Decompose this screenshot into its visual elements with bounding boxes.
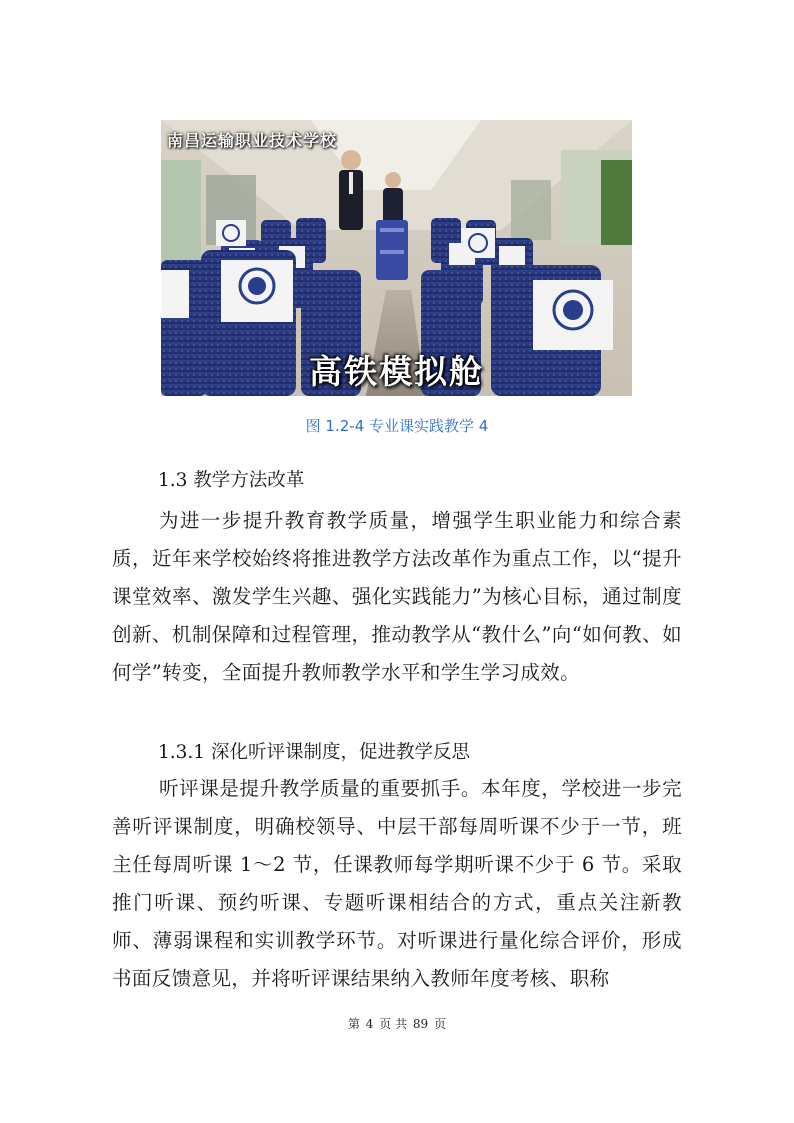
footer-prefix: 第: [347, 1017, 360, 1031]
footer-current-page: 4: [365, 1017, 374, 1031]
page-number-footer: [0, 1015, 794, 1032]
footer-suffix: 页: [434, 1017, 447, 1031]
train-cabin-photo: [161, 120, 632, 396]
school-watermark: 南昌运输职业技术学校: [167, 131, 338, 150]
footer-total-pages: 89: [412, 1017, 429, 1031]
figure-caption: 图 1.2-4 专业课实践教学 4: [305, 417, 489, 435]
section-1-3-paragraph: 为进一步提升教育教学质量，增强学生职业能力和综合素质，近年来学校始终将推进教学方法改革作为重点工作，以“提升课堂效率、激发学生兴趣、强化实践能力”为核心目标，通过制度创新、机制保障和过程管理，推动教学从“教什么”向“如何教、如何学”转变，全面提升教师教学水平和学生学习成效。: [112, 509, 682, 684]
photo-overlay-title: 高铁模拟舱: [309, 352, 484, 391]
section-heading-1-3: 1.3 教学方法改革: [158, 470, 305, 491]
section-heading-1-3-1: 1.3.1 深化听评课制度，促进教学反思: [158, 742, 470, 763]
footer-middle: 页 共: [379, 1017, 408, 1031]
section-1-3-1-paragraph: 听评课是提升教学质量的重要抓手。本年度，学校进一步完善听评课制度，明确校领导、中层干部每周听课不少于一节，班主任每周听课 1～2 节，任课教师每学期听课不少于 6 节。采取推门听课、预约听课、专题听课相结合的方式，重点关注新教师、薄弱课程和实训教学环节。对听课进行量化综合评价，形成书面反馈意见，并将听评课结果纳入教师年度考核、职称: [112, 777, 682, 990]
